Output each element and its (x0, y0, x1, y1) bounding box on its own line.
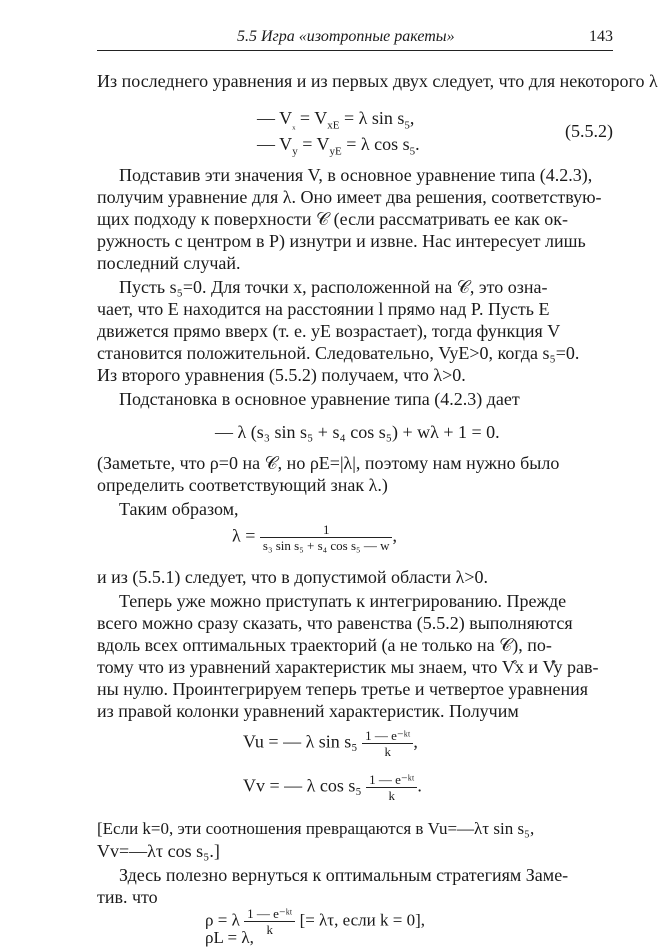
equation-vv: Vv = — λ cos s₅ $\frac{\text{1 — e⁻ᵏᵗ}}{k}$ . (243, 772, 422, 803)
equation-rho-l: ρL = λ, (205, 928, 254, 947)
paragraph-line: становится положительной. Следовательно, VyE>0, когда s₅=0. (97, 343, 580, 363)
paragraph-line: всего можно сразу сказать, что равенства (5.5.2) выполняются (97, 613, 573, 633)
paragraph-line: ны нулю. Проинтегрируем теперь третье и четвертое уравнения (97, 679, 589, 699)
fraction: $\frac{\text{1 — e⁻ᵏᵗ}}{k}$ (362, 728, 413, 759)
paragraph-line: щих подходу к поверхности 𝒞 (если рассматривать ее как ок- (97, 209, 568, 229)
section-title: 5.5 Игра «изотропные ракеты» (237, 28, 455, 45)
equation-5-5-2-line1: — $V_{_x} = V_{xE} = \lambda$ $\sin s_5$, (257, 108, 415, 132)
paragraph-line: получим уравнение для λ. Оно имеет два решения, соответствую- (97, 187, 602, 207)
page-number: 143 (589, 28, 613, 45)
equation-number: (5.5.2) (565, 121, 613, 141)
paragraph-line: вдоль всех оптимальных траекторий (а не только на 𝒞), по- (97, 635, 552, 655)
paragraph-line: тому что из уравнений характеристик мы знаем, что V̊x и V̊y рав- (97, 657, 599, 677)
paragraph-line: ружность с центром в P) изнутри и извне. Нас интересует лишь (97, 231, 586, 251)
paragraph-line: Таким образом, (119, 499, 239, 519)
running-header (97, 28, 613, 51)
paragraph-line: Подстановка в основное уравнение типа (4.2.3) дает (119, 389, 520, 409)
paragraph-line: [Если k=0, эти соотношения превращаются в Vu=—λτ sin s₅, (97, 819, 535, 838)
fraction: $\frac{\text{1 — e⁻ᵏᵗ}}{k}$ (244, 906, 295, 937)
equation-lambda: λ = $\frac{1}{\text{s₃ sin s₅ + s₄ cos s₅ — w}}$ , (232, 522, 397, 553)
paragraph-line: Теперь уже можно приступать к интегрированию. Прежде (119, 591, 567, 611)
paragraph-line: Vv=—λτ cos s₅.] (97, 841, 220, 861)
paragraph-line: чает, что E находится на расстоянии l прямо над P. Пусть E (97, 299, 550, 319)
paragraph-line: Подставив эти значения V, в основное уравнение типа (4.2.3), (119, 165, 593, 185)
fraction: $\frac{1}{\text{s₃ sin s₅ + s₄ cos s₅ — w}}$ (260, 522, 393, 553)
paragraph-line: Здесь полезно вернуться к оптимальным стратегиям Заме- (119, 865, 569, 885)
paragraph-line: и из (5.5.1) следует, что в допустимой области λ>0. (97, 567, 489, 587)
paragraph-line: тив. что (97, 887, 158, 907)
equation-vu: Vu = — λ sin s₅ $\frac{\text{1 — e⁻ᵏᵗ}}{k}$ , (243, 728, 418, 759)
equation-5-5-2-line2: — $V_y = V_{yE} = \lambda$ $\cos s_5$. (257, 134, 420, 158)
paragraph-line: Пусть s₅=0. Для точки x, расположенной на 𝒞, это озна- (119, 277, 548, 297)
paragraph-line: Из второго уравнения (5.5.2) получаем, что λ>0. (97, 365, 466, 385)
paragraph-line: (Заметьте, что ρ=0 на 𝒞, но ρE=|λ|, поэтому нам нужно было (97, 453, 560, 473)
paragraph-line: определить соответствующий знак λ.) (97, 475, 388, 495)
fraction: $\frac{\text{1 — e⁻ᵏᵗ}}{k}$ (366, 772, 417, 803)
equation-rho: ρ = λ $\frac{\text{1 — e⁻ᵏᵗ}}{k}$ [= λτ, если k = 0], (205, 906, 425, 937)
paragraph-line: из правой колонки уравнений характеристик. Получим (97, 701, 519, 721)
paragraph-line: Из последнего уравнения и из первых двух следует, что для некоторого λ (97, 71, 658, 91)
paragraph-line: последний случай. (97, 253, 241, 273)
equation-substitution: — λ (s₃ sin s₅ + s₄ cos s₅) + wλ + 1 = 0. (215, 422, 500, 442)
paragraph-line: движется прямо вверх (т. е. yE возрастает), тогда функция V (97, 321, 561, 341)
